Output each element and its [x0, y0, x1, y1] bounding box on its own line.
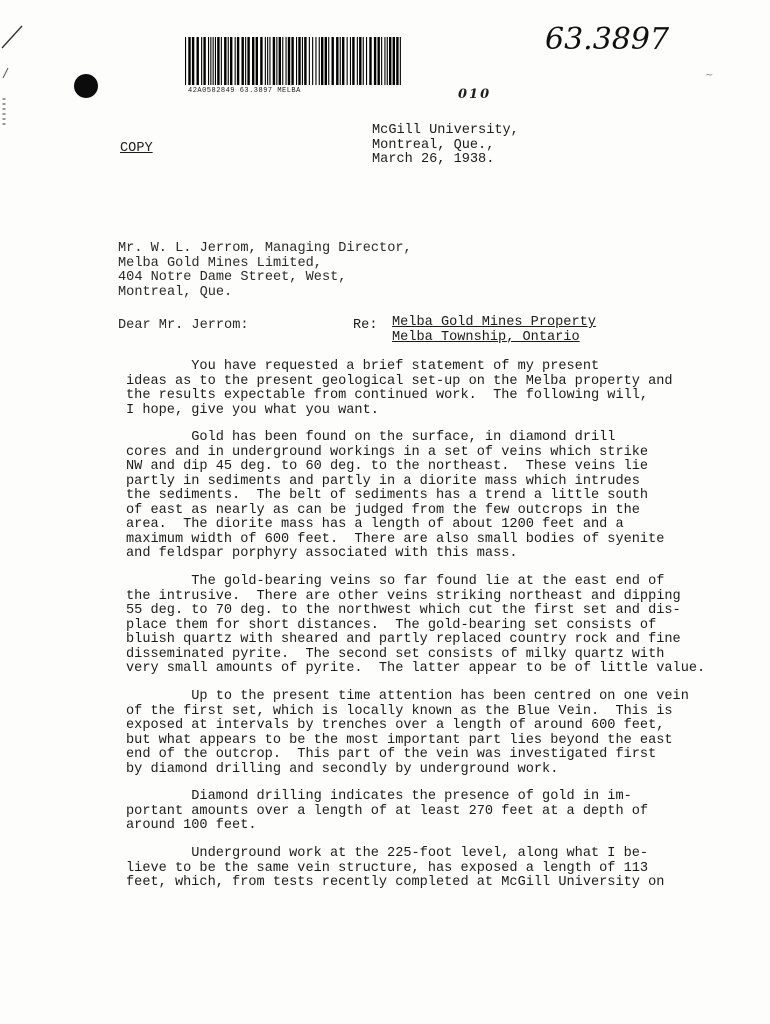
body-line: place them for short distances. The gold-bearing set consists of: [126, 617, 657, 633]
barcode-bar: [342, 37, 344, 85]
barcode-bar: [265, 37, 266, 85]
body-line: disseminated pyrite. The second set consists of milky quartz with: [126, 646, 665, 662]
body-line: very small amounts of pyrite. The latter appear to be of little value.: [126, 661, 706, 676]
body-line: the sediments. The belt of sediments has a trend a little south: [126, 488, 649, 503]
barcode-bar: [269, 37, 270, 85]
barcode-bar: [387, 37, 388, 85]
barcode-bar: [312, 37, 313, 85]
subject-label: Re:: [353, 318, 378, 333]
barcode-bar: [325, 37, 327, 85]
body-line: maximum width of 600 feet. There are also small bodies of syenite: [126, 531, 665, 547]
barcode-bar: [185, 37, 186, 85]
subject-line: Melba Township, Ontario: [392, 329, 580, 345]
barcode-bar: [260, 37, 262, 85]
barcode-bar: [267, 37, 268, 85]
body-line: Gold has been found on the surface, in diamond drill: [126, 430, 616, 445]
body-line: the intrusive. There are other veins striking northeast and dipping: [126, 588, 681, 604]
barcode-bar: [332, 37, 334, 85]
barcode-bar: [359, 37, 361, 85]
body-line: portant amounts over a length of at least 270 feet at a depth of: [126, 803, 649, 819]
body-line: by diamond drilling and secondly by underground work.: [126, 761, 559, 777]
barcode-bar: [210, 37, 211, 85]
recipient-line: Montreal, Que.: [118, 284, 233, 300]
barcode-bar: [363, 37, 364, 85]
barcode-bar: [235, 37, 236, 85]
recipient-line: Melba Gold Mines Limited,: [118, 255, 322, 271]
barcode-bar: [298, 37, 300, 85]
barcode-bar: [393, 37, 395, 85]
handwritten-reference-number: 63.3897: [545, 22, 670, 57]
barcode-bar: [286, 37, 287, 85]
barcode-bar: [221, 37, 222, 85]
margin-pencil-mark: ~: [705, 70, 714, 81]
barcode-bar: [279, 37, 281, 85]
salutation: Dear Mr. Jerrom:: [118, 318, 249, 333]
paragraph-diamond-drilling: [126, 790, 648, 834]
body-line: 55 deg. to 70 deg. to the northwest which cut the first set and dis-: [126, 603, 681, 618]
body-line: I hope, give you what you want.: [126, 402, 379, 418]
barcode-bar: [224, 37, 226, 85]
sender-address: [372, 124, 519, 168]
barcode-bar: [296, 37, 297, 85]
body-line: partly in sediments and partly in a diorite mass which intrudes: [126, 473, 640, 489]
barcode-bar: [245, 37, 246, 85]
barcode-bar: [315, 37, 316, 85]
barcode-bar: [215, 37, 216, 85]
barcode-bar: [242, 37, 244, 85]
recipient-line: 404 Notre Dame Street, West,: [118, 270, 347, 285]
barcode-bar: [321, 37, 323, 85]
body-line: around 100 feet.: [126, 818, 257, 833]
barcode-bar: [378, 37, 380, 85]
barcode-bar: [228, 37, 229, 85]
paragraph-blue-vein: [126, 690, 689, 777]
body-line: exposed at intervals by trenches over a length of around 600 feet,: [126, 718, 665, 733]
barcode-bar: [217, 37, 219, 85]
barcode-bar: [201, 37, 202, 85]
subject-block: [392, 316, 596, 345]
recipient-address: [118, 242, 412, 300]
barcode-bar: [276, 37, 277, 85]
barcode-bar: [291, 37, 293, 85]
sender-line: March 26, 1938.: [372, 152, 495, 167]
body-line: area. The diorite mass has a length of about 1200 feet and a: [126, 517, 624, 532]
barcode-caption: 42A0582849 63.3897 MELBA: [188, 87, 301, 95]
barcode-bar: [197, 37, 199, 85]
barcode-bar: [369, 37, 371, 85]
subject-line: Melba Gold Mines Property: [392, 315, 596, 330]
body-line: cores and in underground workings in a set of veins which strike: [126, 444, 649, 460]
paragraph-geology: [126, 431, 664, 562]
barcode-bar: [188, 37, 190, 85]
barcode-bar: [237, 37, 239, 85]
barcode-bar: [208, 37, 209, 85]
barcode-bar: [389, 37, 391, 85]
barcode-bar: [192, 37, 194, 85]
barcode-bar: [336, 37, 338, 85]
body-line: of east as nearly as can be judged from the few outcrops in the: [126, 502, 640, 518]
barcode-bar: [396, 37, 398, 85]
body-line: You have requested a brief statement of my present: [126, 359, 600, 374]
barcode-bar: [213, 37, 214, 85]
punch-hole: [74, 74, 98, 98]
barcode-bar: [400, 37, 401, 85]
barcode-bar: [282, 37, 283, 85]
body-line: feet, which, from tests recently completed at McGill University on: [126, 875, 665, 890]
barcode-bar: [366, 37, 367, 85]
body-line: Diamond drilling indicates the presence of gold in im-: [126, 789, 632, 804]
barcode-bar: [352, 37, 354, 85]
body-line: of the first set, which is locally known as the Blue Vein. This is: [126, 703, 673, 719]
body-line: and feldspar porphyry associated with this mass.: [126, 546, 518, 561]
barcode-bar: [374, 37, 376, 85]
barcode-bar: [230, 37, 232, 85]
body-line: Underground work at the 225-foot level, along what I be-: [126, 846, 649, 861]
paragraph-request: [126, 360, 673, 418]
barcode-bar: [256, 37, 258, 85]
paragraph-underground: [126, 847, 664, 891]
barcode-bar: [302, 37, 303, 85]
barcode-bar: [203, 37, 205, 85]
barcode-image: [185, 37, 403, 85]
barcode-bar: [357, 37, 358, 85]
body-line: the results expectable from continued work. The following will,: [126, 388, 649, 403]
barcode-bar: [319, 37, 320, 85]
document-number: 010: [458, 87, 492, 102]
barcode-bar: [304, 37, 306, 85]
body-line: ideas as to the present geological set-up on the Melba property and: [126, 373, 673, 389]
body-line: but what appears to be the most important part lies beyond the east: [126, 732, 673, 748]
barcode-bar: [340, 37, 341, 85]
body-line: lieve to be the same vein structure, has exposed a length of 113: [126, 860, 649, 876]
body-line: NW and dip 45 deg. to 60 deg. to the northeast. These veins lie: [126, 459, 649, 474]
sender-line: McGill University,: [372, 123, 519, 138]
body-line: bluish quartz with sheared and partly replaced country rock and fine: [126, 632, 681, 647]
barcode-bar: [328, 37, 329, 85]
scan-edge-marks: [0, 18, 26, 138]
copy-label: COPY: [120, 141, 153, 156]
sender-line: Montreal, Que.,: [372, 137, 495, 153]
barcode-bar: [273, 37, 275, 85]
body-line: The gold-bearing veins so far found lie at the east end of: [126, 574, 665, 589]
recipient-line: Mr. W. L. Jerrom, Managing Director,: [118, 241, 412, 256]
barcode-bar: [347, 37, 348, 85]
barcode-bar: [252, 37, 254, 85]
body-line: Up to the present time attention has been centred on one vein: [126, 689, 689, 704]
paragraph-veins: [126, 575, 705, 677]
barcode-bar: [350, 37, 351, 85]
barcode-bar: [309, 37, 310, 85]
barcode-bar: [381, 37, 382, 85]
barcode-bar: [288, 37, 290, 85]
body-line: end of the outcrop. This part of the vein was investigated first: [126, 747, 657, 762]
barcode-bar: [384, 37, 385, 85]
barcode-bar: [247, 37, 249, 85]
